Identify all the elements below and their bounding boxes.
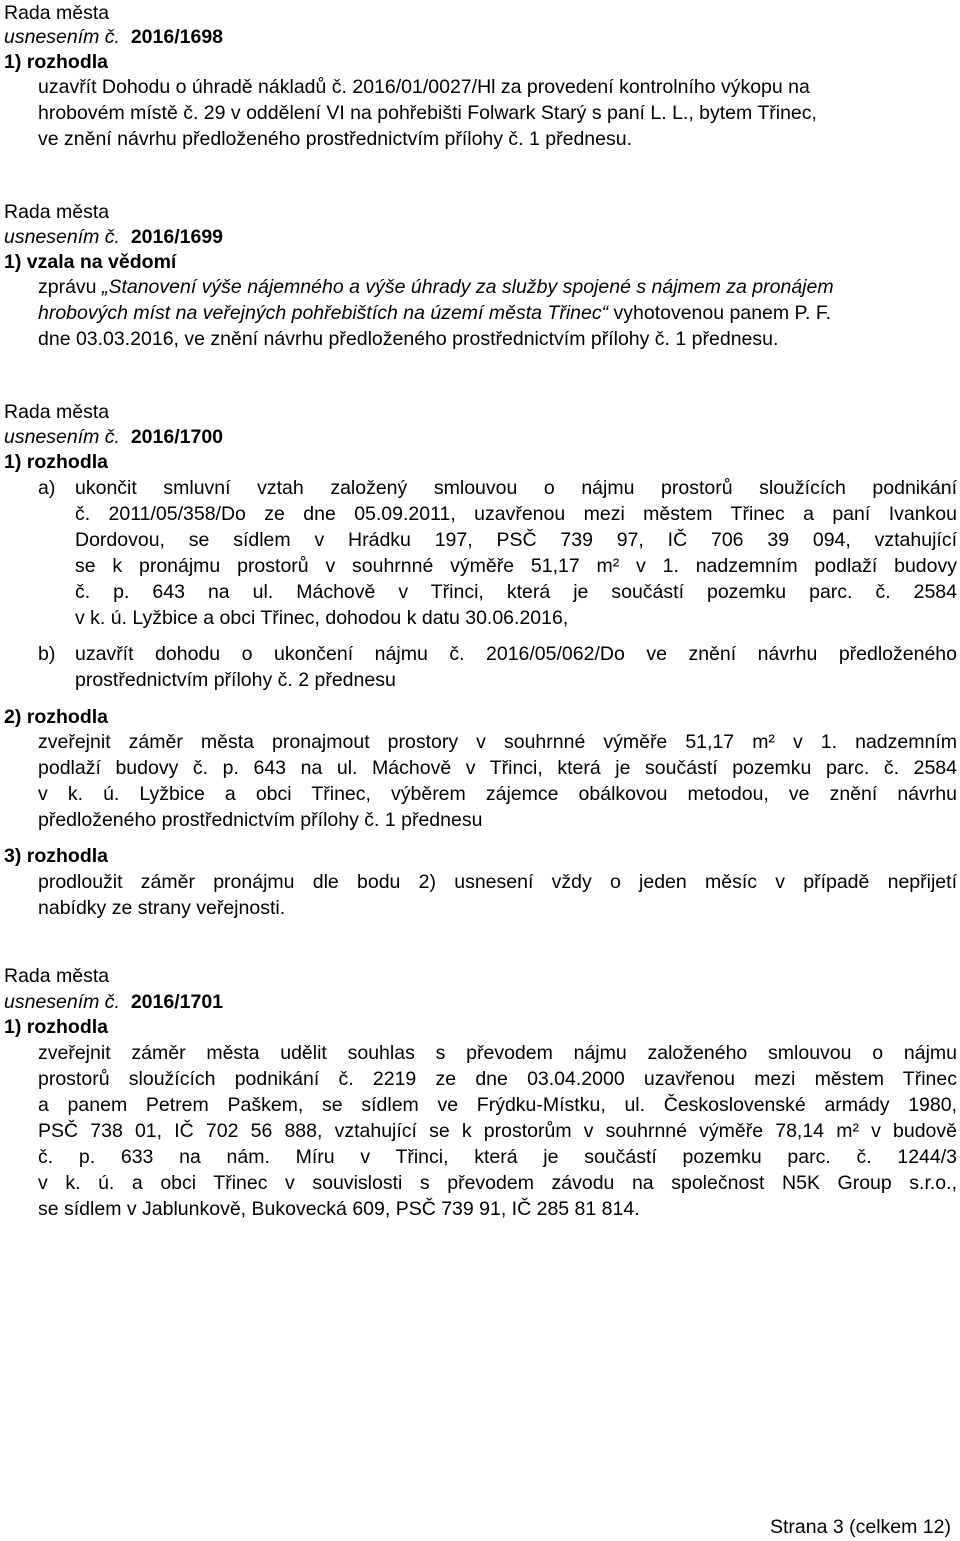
resolution-line <box>4 424 223 450</box>
decision-text-line: nabídky ze strany veřejnosti. <box>38 897 286 919</box>
decision-text-line: v k. ú. a obci Třinec v souvislosti s převodem závodu na společnost N5K Group s.r.o., <box>38 1172 957 1194</box>
item-a-text-line: č. 2011/05/358/Do ze dne 05.09.2011, uzavřenou mezi městem Třinec a paní Ivankou <box>75 503 957 525</box>
resolution-line <box>4 989 223 1015</box>
resolution-number: 2016/1699 <box>130 226 224 248</box>
decision-text-line <box>38 300 831 326</box>
decision-heading: 1) rozhodla <box>4 1016 109 1038</box>
resolution-label: usnesením č. <box>4 991 120 1013</box>
decision-heading: 1) rozhodla <box>4 51 109 73</box>
resolution-number: 2016/1701 <box>130 991 224 1013</box>
decision-text-line: v k. ú. Lyžbice a obci Třinec, výběrem zájemce obálkovou metodou, ve znění návrhu <box>38 783 957 805</box>
resolution-number: 2016/1698 <box>130 26 224 48</box>
decision-heading: 1) rozhodla <box>4 451 109 473</box>
decision-text-line: podlaží budovy č. p. 643 na ul. Máchově v Třinci, která je součástí pozemku parc. č. 2584 <box>38 757 957 779</box>
decision-text-line: uzavřít Dohodu o úhradě nákladů č. 2016/01/0027/Hl za provedení kontrolního výkopu na <box>38 76 810 98</box>
item-a-text-line: Dordovou, se sídlem v Hrádku 197, PSČ 739 97, IČ 706 39 094, vztahující <box>75 529 957 551</box>
council-heading: Rada města <box>4 401 110 423</box>
decision-text-line <box>38 274 834 300</box>
decision-heading: 1) vzala na vědomí <box>4 251 177 273</box>
resolution-label: usnesením č. <box>4 26 120 48</box>
resolution-number: 2016/1700 <box>130 426 224 448</box>
item-a-text-line: č. p. 643 na ul. Máchově v Třinci, která je součástí pozemku parc. č. 2584 <box>75 581 957 603</box>
council-heading: Rada města <box>4 2 110 24</box>
item-a-text-line: v k. ú. Lyžbice a obci Třinec, dohodou k datu 30.06.2016, <box>75 607 569 629</box>
item-a-text-line: ukončit smluvní vztah založený smlouvou o nájmu prostorů sloužících podnikání <box>75 477 957 499</box>
report-title-cont: hrobových míst na veřejných pohřebištích na území města Třinec“ <box>38 302 609 324</box>
decision-text-line: prodloužit záměr pronájmu dle bodu 2) usnesení vždy o jeden měsíc v případě nepřijetí <box>38 871 957 893</box>
decision-heading: 2) rozhodla <box>4 706 109 728</box>
report-author: vyhotovenou panem P. F. <box>608 302 832 324</box>
report-prefix: zprávu <box>38 276 102 298</box>
decision-text-line: zveřejnit záměr města pronajmout prostory v souhrnné výměře 51,17 m² v 1. nadzemním <box>38 731 957 753</box>
decision-text-line: č. p. 633 na nám. Míru v Třinci, která je součástí pozemku parc. č. 1244/3 <box>38 1146 957 1168</box>
decision-text-line: ve znění návrhu předloženého prostřednictvím přílohy č. 1 přednesu. <box>38 128 633 150</box>
item-b-text-line: uzavřít dohodu o ukončení nájmu č. 2016/05/062/Do ve znění návrhu předloženého <box>75 643 957 665</box>
decision-text-line: se sídlem v Jablunkově, Bukovecká 609, PSČ 739 91, IČ 285 81 814. <box>38 1198 640 1220</box>
page-number: Strana 3 (celkem 12) <box>770 1516 951 1538</box>
decision-text-line: dne 03.03.2016, ve znění návrhu předloženého prostřednictvím přílohy č. 1 přednesu. <box>38 328 779 350</box>
decision-text-line: prostorů sloužících podnikání č. 2219 ze dne 03.04.2000 uzavřenou mezi městem Třinec <box>38 1068 957 1090</box>
council-heading: Rada města <box>4 965 110 987</box>
decision-text-line: předloženého prostřednictvím přílohy č. 1 přednesu <box>38 809 483 831</box>
resolution-label: usnesením č. <box>4 426 120 448</box>
decision-text-line: zveřejnit záměr města udělit souhlas s převodem nájmu založeného smlouvou o nájmu <box>38 1042 957 1064</box>
resolution-line <box>4 24 223 50</box>
item-b-text-line: prostřednictvím přílohy č. 2 přednesu <box>75 669 396 691</box>
decision-heading: 3) rozhodla <box>4 845 109 867</box>
item-b-label: b) <box>38 643 56 665</box>
decision-text-line: a panem Petrem Paškem, se sídlem ve Frýdku-Místku, ul. Československé armády 1980, <box>38 1094 957 1116</box>
decision-text-line: PSČ 738 01, IČ 702 56 888, vztahující se k prostorům v souhrnné výměře 78,14 m² v budově <box>38 1120 957 1142</box>
report-title: „Stanovení výše nájemného a výše úhrady za služby spojené s nájmem za pronájem <box>101 276 834 298</box>
item-a-text-line: se k pronájmu prostorů v souhrnné výměře 51,17 m² v 1. nadzemním podlaží budovy <box>75 555 957 577</box>
decision-text-line: hrobovém místě č. 29 v oddělení VI na pohřebišti Folwark Starý s paní L. L., bytem Třinec, <box>38 102 817 124</box>
resolution-label: usnesením č. <box>4 226 120 248</box>
resolution-line <box>4 224 223 250</box>
council-heading: Rada města <box>4 201 110 223</box>
item-a-label: a) <box>38 477 56 499</box>
